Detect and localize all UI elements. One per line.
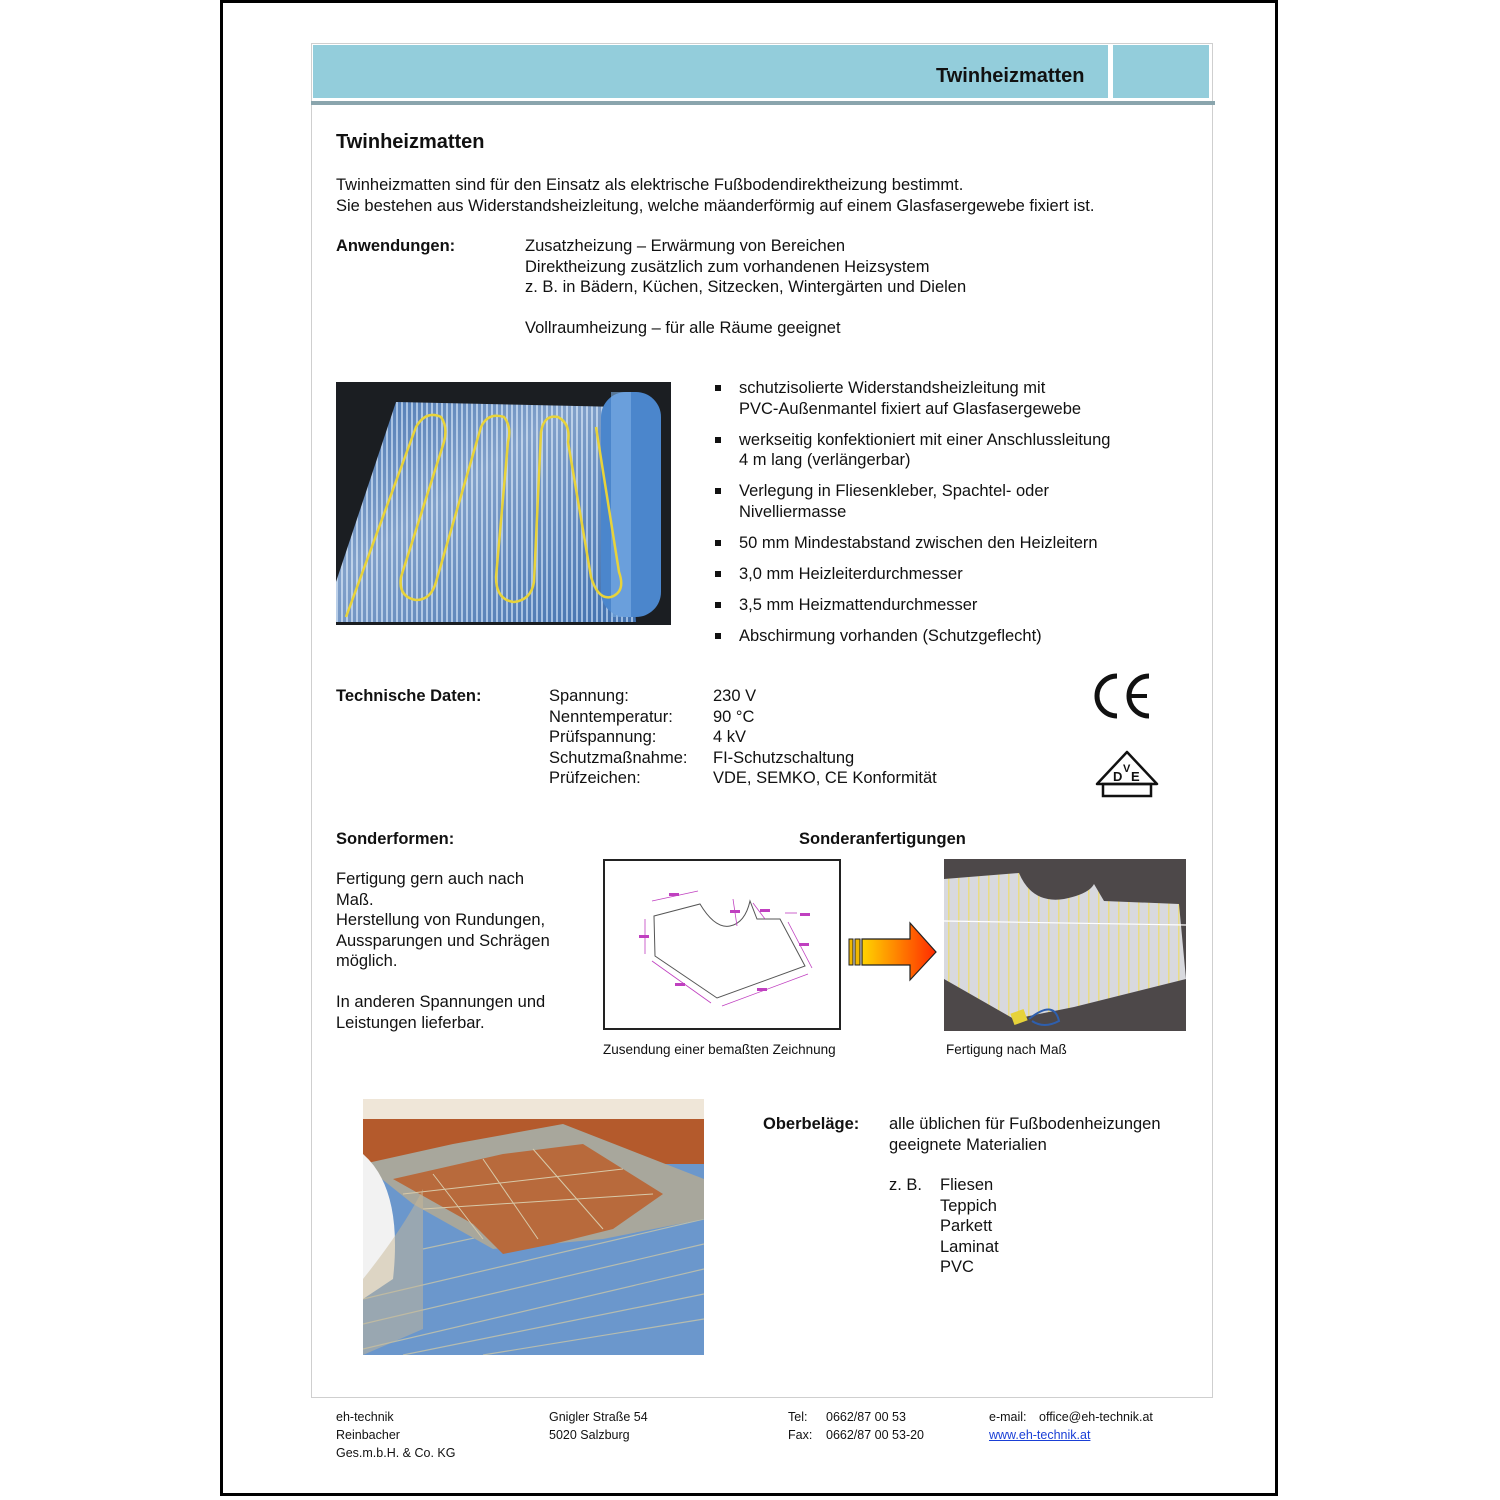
dimensioned-drawing	[603, 859, 841, 1030]
feature-item: schutzisolierte Widerstandsheizleitung mit PVC-Außenmantel fixiert auf Glasfasergewebe	[712, 378, 1182, 419]
zb-label: z. B.	[889, 1176, 923, 1194]
svg-text:V: V	[1123, 763, 1131, 775]
anwendungen-line: Zusatzheizung – Erwärmung von Bereichen	[525, 237, 846, 255]
arrow-right-icon	[848, 920, 938, 987]
drawing-caption: Zusendung einer bemaßten Zeichnung	[603, 1042, 836, 1057]
anwendungen-line: Vollraumheizung – für alle Räume geeignet	[525, 319, 841, 337]
ce-mark-icon	[1093, 672, 1153, 725]
header-bar-right	[1113, 45, 1209, 98]
intro-line-1: Twinheizmatten sind für den Einsatz als elektrische Fußbodendirektheizung bestimmt.	[336, 176, 964, 194]
email-address: office@eh-technik.at	[1039, 1410, 1153, 1424]
header-rule	[311, 101, 1215, 105]
feature-item: Verlegung in Fliesenkleber, Spachtel- oder Nivelliermasse	[712, 481, 1182, 522]
vde-mark-icon	[1095, 750, 1159, 805]
tech-data-label: Technische Daten:	[336, 687, 482, 705]
svg-text:D: D	[1113, 769, 1123, 784]
sonderformen-text-2: In anderen Spannungen und Leistungen lieferbar.	[336, 993, 546, 1032]
oberbelaege-line: alle üblichen für Fußbodenheizungen	[889, 1115, 1161, 1133]
svg-text:E: E	[1131, 769, 1140, 784]
website-link[interactable]: www.eh-technik.at	[989, 1428, 1091, 1442]
heating-mat-photo	[336, 382, 671, 625]
materials-list	[940, 1175, 999, 1278]
feature-item: Abschirmung vorhanden (Schutzgeflecht)	[712, 626, 1182, 647]
drawing-shape	[605, 861, 839, 1028]
anwendungen-line: z. B. in Bädern, Küchen, Sitzecken, Wintergärten und Dielen	[525, 278, 967, 296]
footer-contact: e-mail: office@eh-technik.at www.eh-technik.at	[989, 1410, 1153, 1442]
tech-row: Prüfzeichen: VDE, SEMKO, CE Konformität	[549, 769, 937, 787]
oberbelaege-line: geeignete Materialien	[889, 1136, 1047, 1154]
material-item: Fliesen	[940, 1176, 994, 1194]
header-title: Twinheizmatten	[936, 65, 1085, 87]
material-item: Parkett	[940, 1217, 993, 1235]
tech-data-table	[549, 686, 937, 789]
page-title: Twinheizmatten	[336, 131, 485, 153]
anwendungen-line: Direktheizung zusätzlich zum vorhandenen Heizsystem	[525, 258, 930, 276]
photo-caption: Fertigung nach Maß	[946, 1042, 1067, 1057]
material-item: Teppich	[940, 1196, 997, 1215]
feature-item: werkseitig konfektioniert mit einer Anschlussleitung 4 m lang (verlängerbar)	[712, 430, 1182, 471]
material-item: Laminat	[940, 1237, 999, 1256]
footer-company: eh-technik Reinbacher Ges.m.b.H. & Co. KG	[336, 1410, 456, 1460]
tech-row: Spannung: 230 V	[549, 687, 757, 705]
material-item: PVC	[940, 1258, 974, 1276]
tech-row: Nenntemperatur: 90 °C	[549, 707, 755, 726]
custom-mat-photo	[944, 859, 1186, 1031]
feature-item: 3,5 mm Heizmattendurchmesser	[712, 595, 1182, 616]
tech-row: Prüfspannung: 4 kV	[549, 728, 747, 746]
sonderanfertigungen-heading: Sonderanfertigungen	[799, 830, 966, 848]
heating-mat-illustration	[336, 382, 671, 625]
intro-line-2: Sie bestehen aus Widerstandsheizleitung, welche mäanderförmig auf einem Glasfasergewebe fixiert ist.	[336, 197, 1095, 215]
sonderformen-label: Sonderformen:	[336, 830, 455, 848]
anwendungen-label: Anwendungen:	[336, 237, 456, 255]
feature-item: 3,0 mm Heizleiterdurchmesser	[712, 564, 1182, 585]
tech-row: Schutzmaßnahme: FI-Schutzschaltung	[549, 748, 855, 767]
tiled-floor-photo	[363, 1099, 704, 1355]
feature-item: 50 mm Mindestabstand zwischen den Heizleitern	[712, 533, 1182, 554]
footer-address: Gnigler Straße 54 5020 Salzburg	[549, 1410, 648, 1442]
footer-phone: Tel: 0662/87 00 53 Fax: 0662/87 00 53-20	[788, 1410, 925, 1442]
sonderformen-text: Fertigung gern auch nach Maß. Herstellung von Rundungen, Aussparungen und Schrägen möglich.	[336, 870, 550, 970]
features-list	[712, 378, 1182, 657]
oberbelaege-label: Oberbeläge:	[763, 1115, 860, 1133]
